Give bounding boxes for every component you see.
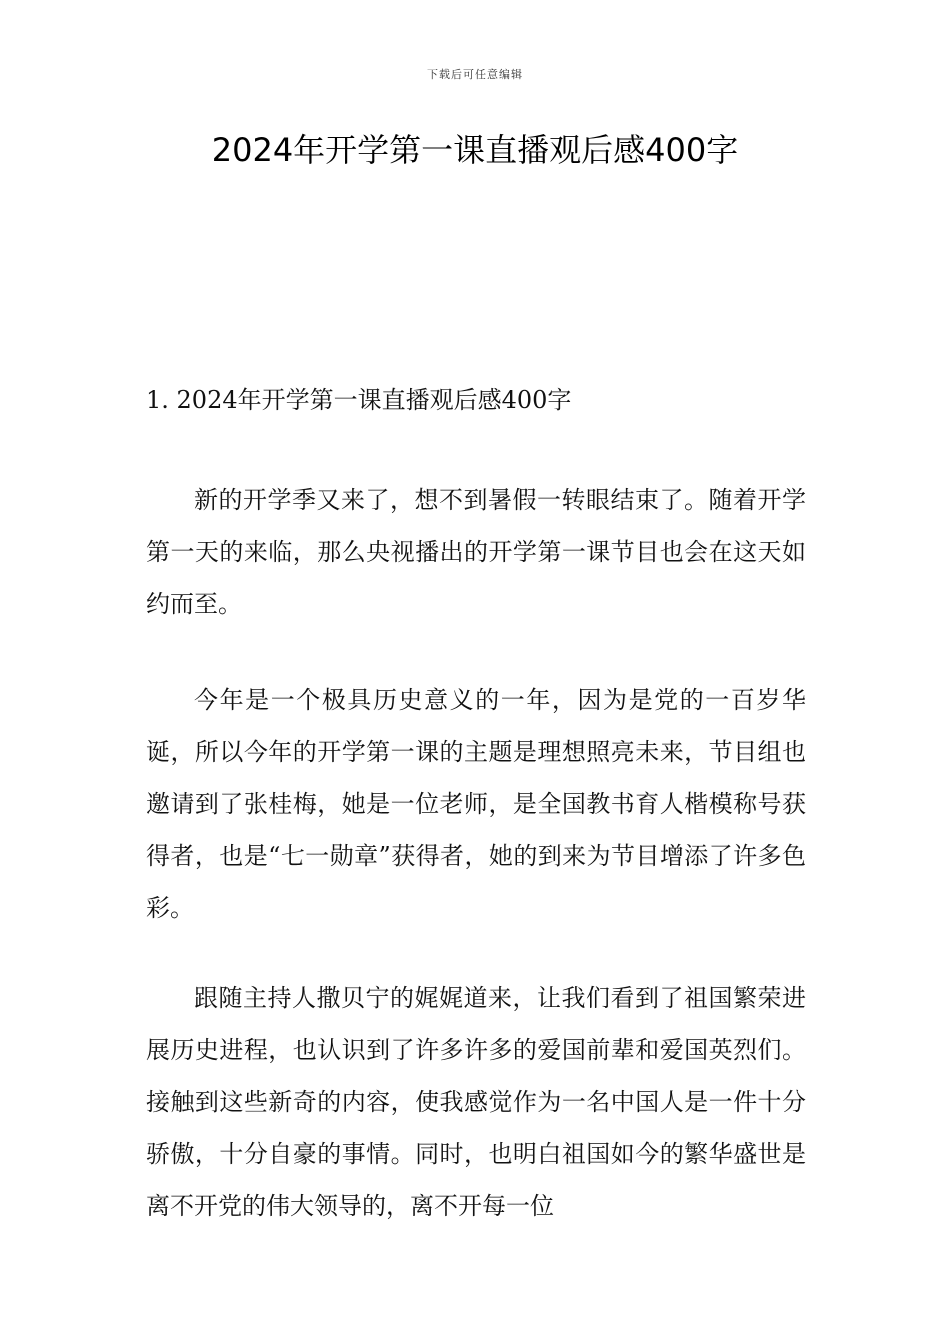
paragraph-1: 新的开学季又来了，想不到暑假一转眼结束了。随着开学第一天的来临，那么央视播出的开学第一课节目也会在这天如约而至。 (146, 486, 806, 618)
section-heading: 1. 2024年开学第一课直播观后感400字 (146, 386, 572, 414)
document-title: 2024年开学第一课直播观后感400字 (211, 131, 739, 169)
header-note: 下载后可任意编辑 (427, 68, 523, 81)
paragraph-2: 今年是一个极具历史意义的一年，因为是党的一百岁华诞，所以今年的开学第一课的主题是理想照亮未来，节目组也邀请到了张桂梅，她是一位老师，是全国教书育人楷模称号获得者，也是“七一勋章”获得者，她的到来为节目增添了许多色彩。 (146, 686, 806, 922)
paragraph-3: 跟随主持人撒贝宁的娓娓道来，让我们看到了祖国繁荣进展历史进程，也认识到了许多许多的爱国前辈和爱国英烈们。接触到这些新奇的内容，使我感觉作为一名中国人是一件十分骄傲，十分自豪的事情。同时，也明白祖国如今的繁华盛世是离不开党的伟大领导的，离不开每一位 (146, 984, 806, 1220)
